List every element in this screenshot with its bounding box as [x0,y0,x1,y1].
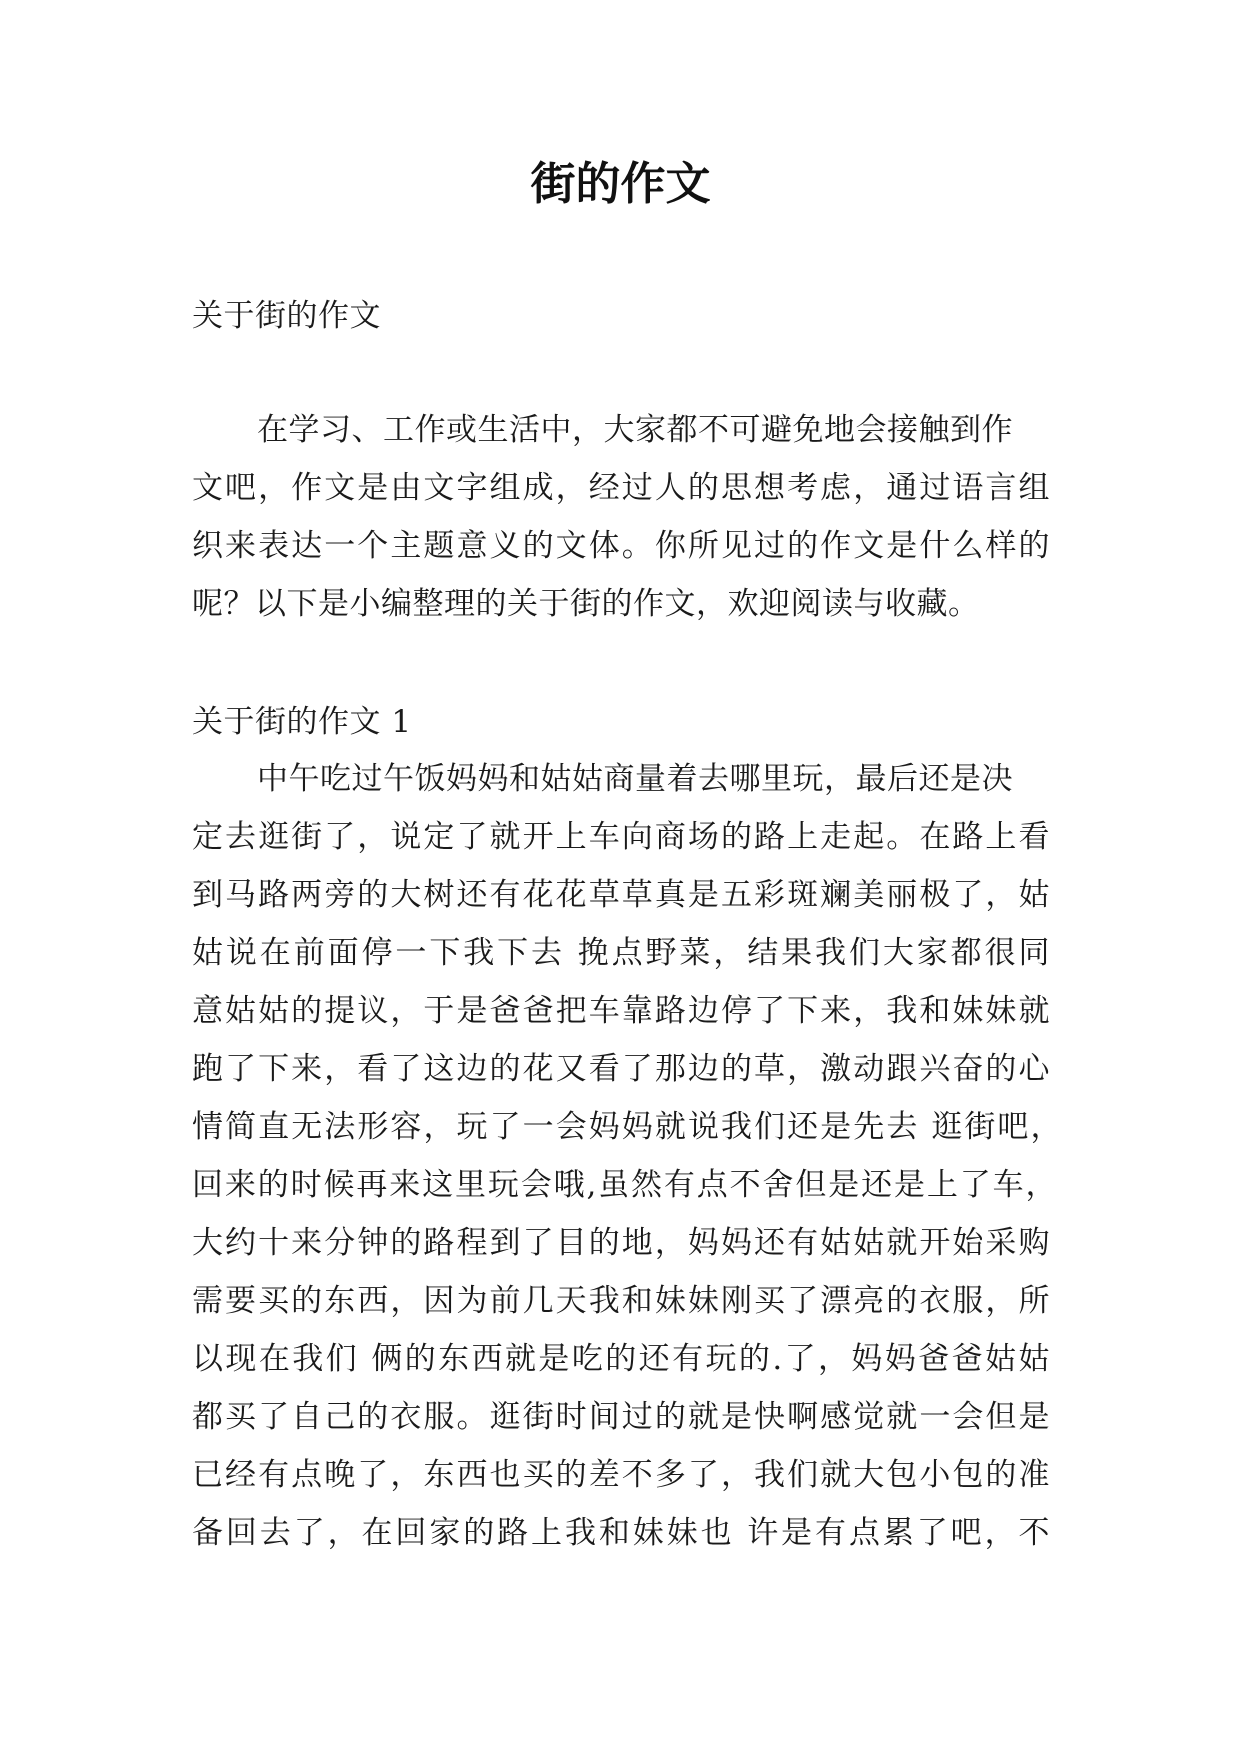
section-heading: 关于街的作文 1 [192,704,412,740]
intro-line: 呢？以下是小编整理的关于街的作文，欢迎阅读与收藏。 [192,586,980,622]
body-line: 到马路两旁的大树还有花花草草真是五彩斑斓美丽极了，姑 [192,877,1050,913]
document-subtitle: 关于街的作文 [192,298,381,334]
body-line: 以现在我们 俩的东西就是吃的还有玩的.了，妈妈爸爸姑姑 [192,1341,1050,1377]
body-line: 中午吃过午饭妈妈和姑姑商量着去哪里玩，最后还是决 [257,761,1013,797]
body-line: 意姑姑的提议，于是爸爸把车靠路边停了下来，我和妹妹就 [192,993,1050,1029]
body-line: 备回去了，在回家的路上我和妹妹也 许是有点累了吧，不 [192,1515,1050,1551]
body-line: 姑说在前面停一下我下去 挽点野菜，结果我们大家都很同 [192,935,1050,971]
body-line: 已经有点晚了，东西也买的差不多了，我们就大包小包的准 [192,1457,1050,1493]
body-line: 大约十来分钟的路程到了目的地，妈妈还有姑姑就开始采购 [192,1225,1050,1261]
body-line: 情简直无法形容，玩了一会妈妈就说我们还是先去 逛街吧， [192,1109,1062,1145]
intro-line: 织来表达一个主题意义的文体。你所见过的作文是什么样的 [192,528,1050,564]
body-line: 都买了自己的衣服。逛街时间过的就是快啊感觉就一会但是 [192,1399,1050,1435]
document-title: 街的作文 [530,157,711,210]
body-line: 跑了下来，看了这边的花又看了那边的草，激动跟兴奋的心 [192,1051,1050,1087]
intro-line: 文吧，作文是由文字组成，经过人的思想考虑，通过语言组 [192,470,1050,506]
intro-line: 在学习、工作或生活中，大家都不可避免地会接触到作 [257,412,1013,448]
body-line: 回来的时候再来这里玩会哦,虽然有点不舍但是还是上了车， [192,1167,1057,1203]
body-line: 需要买的东西，因为前几天我和妹妹刚买了漂亮的衣服，所 [192,1283,1050,1319]
body-line: 定去逛街了，说定了就开上车向商场的路上走起。在路上看 [192,819,1050,855]
